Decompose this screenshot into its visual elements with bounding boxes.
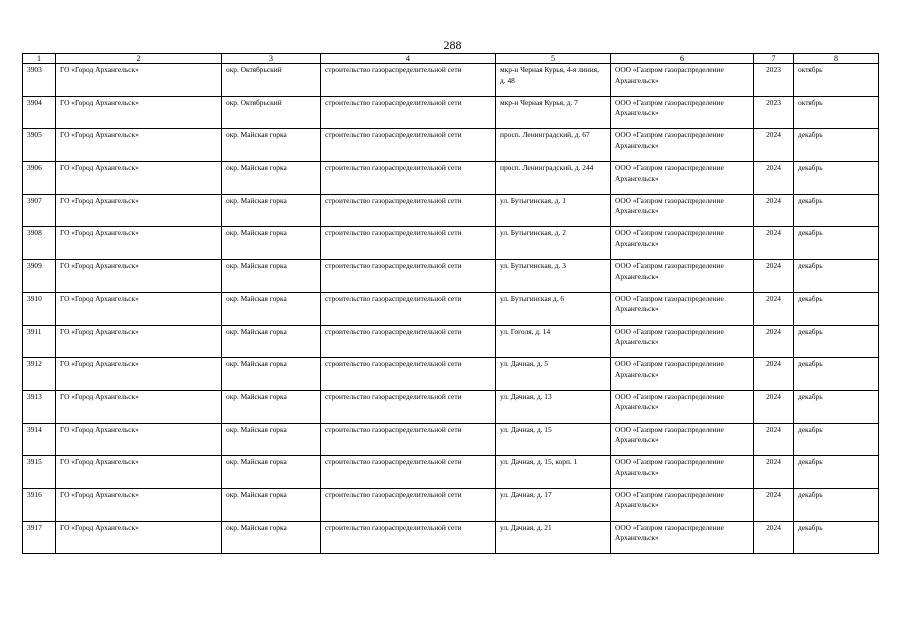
table-row [23,390,879,423]
column-header: 6 [611,54,754,64]
column-header: 2 [56,54,222,64]
cell-work-type: строительство газораспределительной сети [321,64,496,97]
table-row [23,456,879,489]
cell-address: ул. Бутыгинская, д. 2 [496,227,611,260]
cell-month: декабрь [794,194,879,227]
cell-municipality: ГО «Город Архангельск» [56,456,222,489]
page-number: 288 [443,38,462,52]
cell-year: 2024 [754,292,794,325]
cell-district: окр. Майская горка [222,162,321,195]
cell-municipality: ГО «Город Архангельск» [56,129,222,162]
cell-number: 3906 [23,162,56,195]
cell-number: 3910 [23,292,56,325]
cell-month: декабрь [794,292,879,325]
cell-number: 3914 [23,423,56,456]
cell-month: декабрь [794,260,879,293]
cell-municipality: ГО «Город Архангельск» [56,96,222,129]
cell-address: ул. Бутыгинская, д. 1 [496,194,611,227]
cell-month: декабрь [794,423,879,456]
cell-year: 2024 [754,358,794,391]
cell-year: 2024 [754,129,794,162]
cell-number: 3904 [23,96,56,129]
cell-address: просп. Ленинградский, д. 67 [496,129,611,162]
cell-number: 3909 [23,260,56,293]
cell-district: окр. Майская горка [222,129,321,162]
cell-number: 3911 [23,325,56,358]
cell-year: 2024 [754,456,794,489]
cell-address: просп. Ленинградский, д. 244 [496,162,611,195]
cell-work-type: строительство газораспределительной сети [321,129,496,162]
cell-district: окр. Майская горка [222,423,321,456]
cell-address: ул. Гоголя, д. 14 [496,325,611,358]
cell-district: окр. Майская горка [222,194,321,227]
cell-month: декабрь [794,488,879,521]
cell-work-type: строительство газораспределительной сети [321,227,496,260]
cell-month: октябрь [794,64,879,97]
cell-work-type: строительство газораспределительной сети [321,260,496,293]
cell-work-type: строительство газораспределительной сети [321,162,496,195]
table-row [23,325,879,358]
table-row [23,292,879,325]
cell-organization: ООО «Газпром газораспределение Архангельск» [611,423,754,456]
cell-year: 2024 [754,162,794,195]
cell-address: ул. Дачная, д. 17 [496,488,611,521]
cell-work-type: строительство газораспределительной сети [321,390,496,423]
cell-work-type: строительство газораспределительной сети [321,456,496,489]
cell-number: 3915 [23,456,56,489]
cell-municipality: ГО «Город Архангельск» [56,194,222,227]
cell-address: ул. Дачная, д. 21 [496,521,611,554]
cell-municipality: ГО «Город Архангельск» [56,488,222,521]
cell-address: ул. Дачная, д. 15, корп. 1 [496,456,611,489]
cell-organization: ООО «Газпром газораспределение Архангельск» [611,194,754,227]
cell-work-type: строительство газораспределительной сети [321,325,496,358]
cell-month: декабрь [794,162,879,195]
column-header: 3 [222,54,321,64]
cell-year: 2024 [754,194,794,227]
cell-address: ул. Бутыгинская д. 6 [496,292,611,325]
table-row [23,423,879,456]
cell-district: окр. Октябрьский [222,96,321,129]
cell-year: 2023 [754,96,794,129]
cell-organization: ООО «Газпром газораспределение Архангельск» [611,64,754,97]
table-row [23,129,879,162]
cell-month: декабрь [794,227,879,260]
cell-district: окр. Майская горка [222,260,321,293]
cell-number: 3913 [23,390,56,423]
cell-organization: ООО «Газпром газораспределение Архангельск» [611,227,754,260]
cell-municipality: ГО «Город Архангельск» [56,162,222,195]
cell-district: окр. Майская горка [222,456,321,489]
cell-number: 3907 [23,194,56,227]
cell-work-type: строительство газораспределительной сети [321,194,496,227]
cell-work-type: строительство газораспределительной сети [321,96,496,129]
cell-organization: ООО «Газпром газораспределение Архангельск» [611,162,754,195]
cell-number: 3908 [23,227,56,260]
cell-month: декабрь [794,521,879,554]
cell-month: декабрь [794,390,879,423]
cell-address: ул. Бутыгинская, д. 3 [496,260,611,293]
cell-year: 2024 [754,227,794,260]
cell-address: мкр-н Черная Курья, д. 7 [496,96,611,129]
table-row [23,358,879,391]
cell-district: окр. Майская горка [222,325,321,358]
cell-address: ул. Дачная, д. 13 [496,390,611,423]
cell-address: ул. Дачная, д. 5 [496,358,611,391]
cell-municipality: ГО «Город Архангельск» [56,227,222,260]
cell-organization: ООО «Газпром газораспределение Архангельск» [611,456,754,489]
cell-year: 2024 [754,325,794,358]
cell-district: окр. Майская горка [222,390,321,423]
column-header: 7 [754,54,794,64]
column-header: 5 [496,54,611,64]
cell-organization: ООО «Газпром газораспределение Архангельск» [611,390,754,423]
cell-municipality: ГО «Город Архангельск» [56,292,222,325]
cell-month: декабрь [794,129,879,162]
cell-year: 2024 [754,260,794,293]
cell-organization: ООО «Газпром газораспределение Архангельск» [611,325,754,358]
table-row [23,260,879,293]
cell-work-type: строительство газораспределительной сети [321,423,496,456]
table-row [23,488,879,521]
cell-year: 2024 [754,423,794,456]
cell-district: окр. Майская горка [222,358,321,391]
cell-year: 2023 [754,64,794,97]
table-row [23,162,879,195]
cell-district: окр. Октябрьский [222,64,321,97]
table-row [23,96,879,129]
cell-month: декабрь [794,358,879,391]
cell-organization: ООО «Газпром газораспределение Архангельск» [611,96,754,129]
cell-address: ул. Дачная, д. 15 [496,423,611,456]
cell-organization: ООО «Газпром газораспределение Архангельск» [611,358,754,391]
cell-address: мкр-н Черная Курья, 4-я линия, д. 48 [496,64,611,97]
cell-municipality: ГО «Город Архангельск» [56,390,222,423]
column-header: 1 [23,54,56,64]
cell-number: 3905 [23,129,56,162]
cell-number: 3903 [23,64,56,97]
cell-municipality: ГО «Город Архангельск» [56,423,222,456]
cell-municipality: ГО «Город Архангельск» [56,325,222,358]
column-header: 8 [794,54,879,64]
table-row [23,194,879,227]
cell-year: 2024 [754,390,794,423]
cell-number: 3912 [23,358,56,391]
cell-number: 3917 [23,521,56,554]
cell-municipality: ГО «Город Архангельск» [56,260,222,293]
cell-month: декабрь [794,456,879,489]
cell-organization: ООО «Газпром газораспределение Архангельск» [611,292,754,325]
table-header-row [23,54,879,64]
cell-month: декабрь [794,325,879,358]
cell-month: октябрь [794,96,879,129]
cell-organization: ООО «Газпром газораспределение Архангельск» [611,488,754,521]
cell-year: 2024 [754,521,794,554]
cell-district: окр. Майская горка [222,521,321,554]
table-row [23,521,879,554]
cell-number: 3916 [23,488,56,521]
cell-work-type: строительство газораспределительной сети [321,521,496,554]
cell-district: окр. Майская горка [222,227,321,260]
cell-municipality: ГО «Город Архангельск» [56,64,222,97]
cell-district: окр. Майская горка [222,488,321,521]
cell-organization: ООО «Газпром газораспределение Архангельск» [611,260,754,293]
cell-organization: ООО «Газпром газораспределение Архангельск» [611,129,754,162]
cell-municipality: ГО «Город Архангельск» [56,358,222,391]
cell-organization: ООО «Газпром газораспределение Архангельск» [611,521,754,554]
column-header: 4 [321,54,496,64]
cell-municipality: ГО «Город Архангельск» [56,521,222,554]
plan-table [22,53,879,554]
cell-work-type: строительство газораспределительной сети [321,488,496,521]
cell-work-type: строительство газораспределительной сети [321,292,496,325]
cell-work-type: строительство газораспределительной сети [321,358,496,391]
cell-year: 2024 [754,488,794,521]
table-row [23,64,879,97]
table-row [23,227,879,260]
cell-district: окр. Майская горка [222,292,321,325]
